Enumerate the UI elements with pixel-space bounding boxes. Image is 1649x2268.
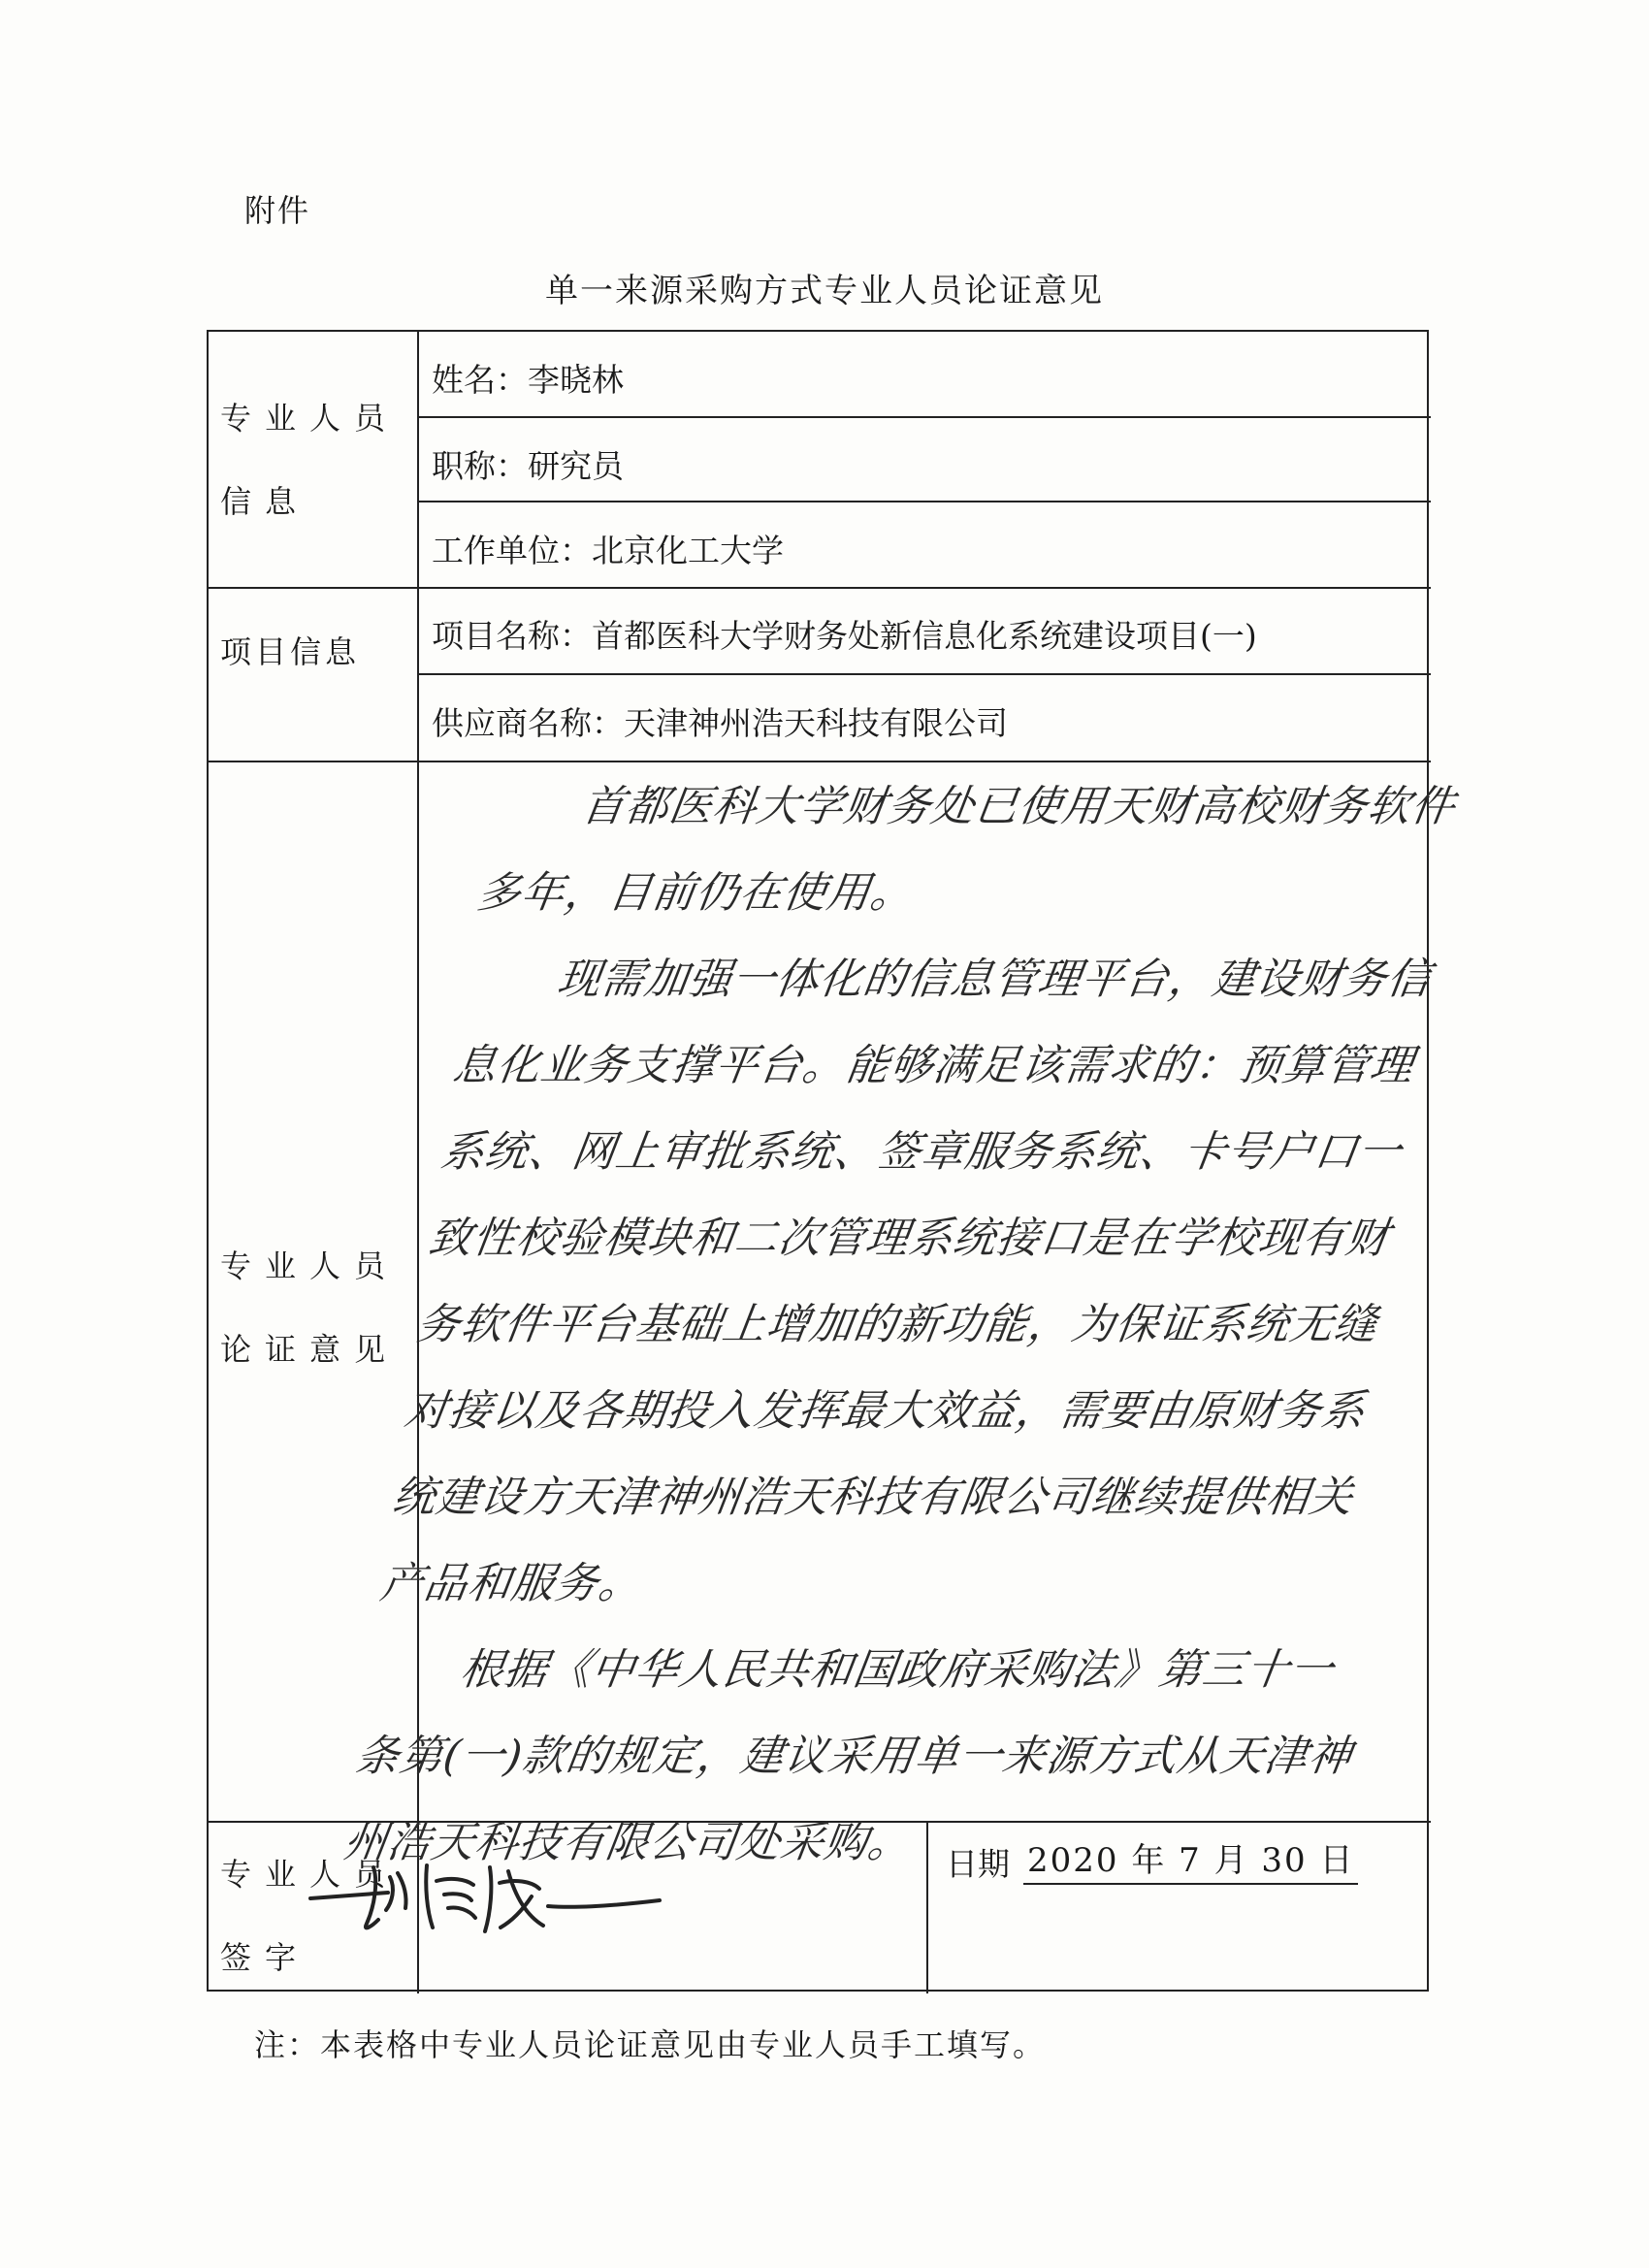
opinion-paragraph: 首都医科大学财务处已使用天财高校财务软件多年，目前仍在使用。 xyxy=(473,782,1459,918)
opinion-form xyxy=(207,330,1459,1992)
expert-name: 姓名：李晓林 xyxy=(432,361,624,399)
signature-label: 专业人员签字 xyxy=(220,1856,400,1976)
expert-info-label: 专业人员信息 xyxy=(220,400,400,520)
opinion-label: 专业人员论证意见 xyxy=(220,1247,400,1368)
date-value: 2020 年 7 月 30 日 xyxy=(1023,1833,1358,1885)
opinion-paragraph: 根据《中华人民共和国政府采购法》第三十一条第(一)款的规定，建议采用单一来源方式从天津神州浩天科技有限公司处采购。 xyxy=(340,1645,1356,1867)
date-label: 日期 xyxy=(946,1845,1010,1883)
row-divider-name xyxy=(417,416,1431,418)
signature-scribble xyxy=(281,1838,718,1945)
expert-signature xyxy=(281,1838,718,1945)
expert-title: 职称：研究员 xyxy=(432,447,624,485)
handwritten-opinion xyxy=(339,763,1496,1886)
section-divider-expert xyxy=(209,587,1431,589)
attachment-label: 附件 xyxy=(244,192,311,229)
document-title: 单一来源采购方式专业人员论证意见 xyxy=(545,272,1104,310)
expert-employer: 工作单位：北京化工大学 xyxy=(432,532,784,569)
section-divider-project xyxy=(209,761,1431,762)
supplier-name: 供应商名称：天津神州浩天科技有限公司 xyxy=(432,704,1008,742)
project-info-label: 项目信息 xyxy=(220,633,361,670)
opinion-paragraph: 现需加强一体化的信息管理平台，建设财务信息化业务支撑平台。能够满足该需求的：预算管理系统、网上审批系统、签章服务系统、卡号户口一致性校验模块和二次管理系统接口是在学校现有财务软件平台基础上增加的新功能，为保证系统无缝对接以及各期投入发挥最大效益，需要由原财务系统建设方天津神州浩天科技有限公司继续提供相关产品和服务。 xyxy=(376,955,1435,1608)
footer-note: 注：本表格中专业人员论证意见由专业人员手工填写。 xyxy=(254,2026,1047,2063)
project-name: 项目名称：首都医科大学财务处新信息化系统建设项目(一) xyxy=(432,617,1257,655)
row-divider-title xyxy=(417,501,1431,502)
row-divider-project xyxy=(417,673,1431,675)
